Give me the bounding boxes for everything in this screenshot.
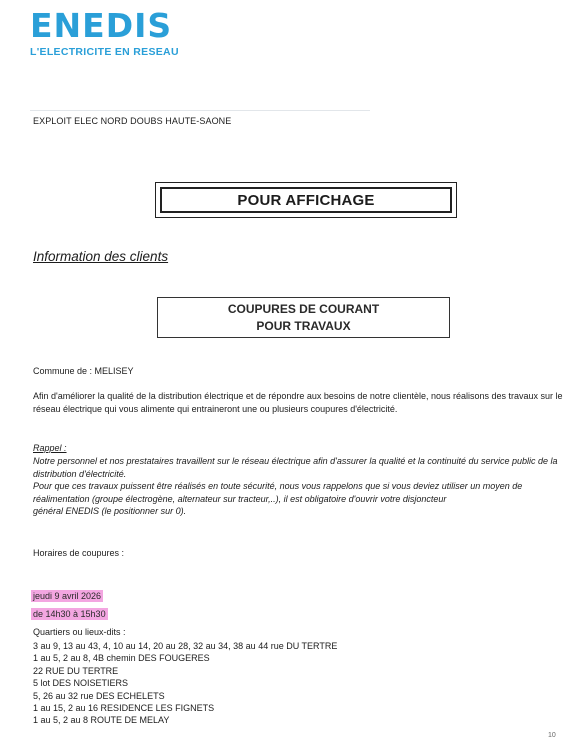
enedis-logo <box>30 8 179 58</box>
notice-title-box <box>155 182 457 218</box>
list-item: 5, 26 au 32 rue DES ECHELETS <box>33 690 165 701</box>
list-item: 5 lot DES NOISETIERS <box>33 678 129 689</box>
rappel-label: Rappel : <box>33 443 67 453</box>
logo-wordmark: ENEDIS <box>30 6 173 45</box>
logo-tagline: L'ELECTRICITE EN RESEAU <box>30 46 179 58</box>
notice-title: POUR AFFICHAGE <box>237 191 375 209</box>
info-title: Information des clients <box>33 249 169 264</box>
commune: Commune de : MELISEY <box>33 366 134 376</box>
notice-title-inner-frame <box>160 187 452 213</box>
intro-paragraph: Afin d'améliorer la qualité de la distribution électrique et de répondre aux besoins de notre clientèle, nous réalisons des travaux sur le réseau électrique qui vous alimente qui entraineront une ou plusieurs coupures d'électricité. <box>33 391 563 414</box>
schedule-block <box>31 586 108 622</box>
list-item: 1 au 5, 2 au 8, 4B chemin DES FOUGERES <box>33 653 210 664</box>
list-item: 22 RUE DU TERTRE <box>33 665 119 676</box>
list-item: 1 au 5, 2 au 8 ROUTE DE MELAY <box>33 715 170 726</box>
rappel-paragraph-1: Notre personnel et nos prestataires travaillent sur le réseau électrique afin d'assurer la qualité et la continuité du service public de la distribution d'électricité. <box>33 456 558 479</box>
cuts-title-line2: POUR TRAVAUX <box>256 318 351 333</box>
agency-name: EXPLOIT ELEC NORD DOUBS HAUTE-SAONE <box>33 116 232 126</box>
cuts-title-box <box>157 297 450 338</box>
schedule-date: jeudi 9 avril 2026 <box>33 591 102 601</box>
quartiers-label: Quartiers ou lieux-dits : <box>33 627 126 637</box>
cuts-title-line1: COUPURES DE COURANT <box>227 301 380 316</box>
header-divider <box>30 110 370 111</box>
page-number: 10 <box>548 732 556 739</box>
rappel-body <box>33 455 568 518</box>
street-list <box>33 640 337 727</box>
horaires-label: Horaires de coupures : <box>33 548 125 558</box>
rappel-paragraph-2-end: général ENEDIS (le positionner sur 0). <box>33 506 187 516</box>
rappel-paragraph-2: Pour que ces travaux puissent être réalisés en toute sécurité, nous vous rappelons que si vous deviez utiliser un moyen de réalimentation (groupe électrogène, alternateur sur tracteur,..), il est obligatoire d'ouvrir votre disjoncteur <box>33 481 523 504</box>
list-item: 3 au 9, 13 au 43, 4, 10 au 14, 20 au 28, 32 au 34, 38 au 44 rue DU TERTRE <box>33 641 338 651</box>
schedule-time: de 14h30 à 15h30 <box>33 609 106 619</box>
list-item: 1 au 15, 2 au 16 RESIDENCE LES FIGNETS <box>33 703 215 714</box>
